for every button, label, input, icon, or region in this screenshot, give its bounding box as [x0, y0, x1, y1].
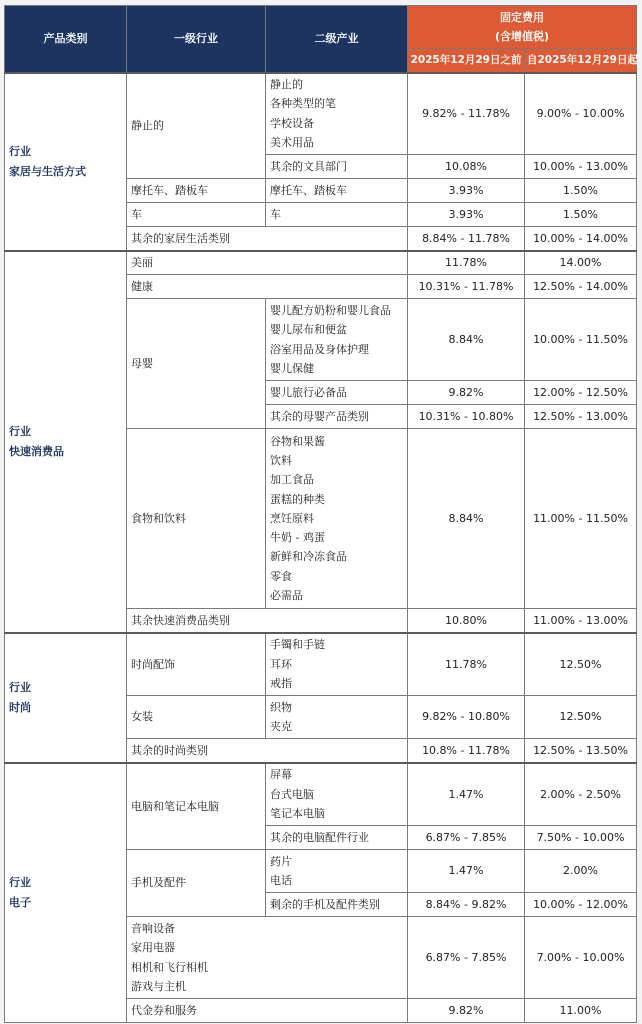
- table-row: [5, 633, 637, 696]
- category-fmcg: [5, 251, 127, 633]
- fee-after: 12.00% - 12.50%: [525, 381, 637, 405]
- list-item: 新鲜和冷冻食品: [270, 550, 347, 564]
- list-item: 学校设备: [270, 116, 314, 130]
- fee-after: 9.00% - 10.00%: [525, 73, 637, 155]
- level2-list: [266, 299, 408, 381]
- list-item: 谷物和果酱: [270, 434, 325, 448]
- category-electronics: [5, 763, 127, 1023]
- header-fixed-fee: [408, 6, 637, 49]
- list-item: 行业: [9, 876, 31, 890]
- fee-after: 14.00%: [525, 251, 637, 275]
- level1-cell: 食物和饮料: [127, 429, 266, 609]
- level1-cell: 美丽: [127, 251, 408, 275]
- fee-after: 1.50%: [525, 203, 637, 227]
- header-level1: 一级行业: [127, 6, 266, 73]
- fee-before: 1.47%: [408, 763, 525, 826]
- list-item: 手镯和手链: [270, 638, 325, 652]
- fee-before: 3.93%: [408, 203, 525, 227]
- level2-cell: 婴儿旅行必备品: [266, 381, 408, 405]
- level2-cell: 剩余的手机及配件类别: [266, 893, 408, 917]
- fee-after: 7.00% - 10.00%: [525, 917, 637, 999]
- list-item: 加工食品: [270, 473, 314, 487]
- fee-before: 1.47%: [408, 850, 525, 893]
- list-item: 音响设备: [131, 921, 175, 935]
- fee-before: 10.31% - 10.80%: [408, 405, 525, 429]
- fee-before: 6.87% - 7.85%: [408, 917, 525, 999]
- level1-cell: 母婴: [127, 299, 266, 429]
- fee-after: 10.00% - 11.50%: [525, 299, 637, 381]
- list-item: 耳环: [270, 657, 292, 671]
- list-item: 零食: [270, 569, 292, 583]
- list-item: 蛋糕的种类: [270, 492, 325, 506]
- level1-cell: 手机及配件: [127, 850, 266, 917]
- header-product-category: 产品类别: [5, 6, 127, 73]
- list-item: 各种类型的笔: [270, 97, 336, 111]
- list-item: 行业: [9, 425, 31, 439]
- fixed-fee-note: (含增值税): [494, 30, 550, 43]
- fee-before: 8.84%: [408, 299, 525, 381]
- level2-list: [266, 763, 408, 826]
- fee-before: 9.82%: [408, 381, 525, 405]
- fee-after: 2.00% - 2.50%: [525, 763, 637, 826]
- list-item: 婴儿配方奶粉和婴儿食品: [270, 303, 391, 317]
- level1-cell: 车: [127, 203, 266, 227]
- list-item: 烹饪原料: [270, 511, 314, 525]
- list-item: 织物: [270, 700, 292, 714]
- fee-before: 3.93%: [408, 179, 525, 203]
- list-item: 家居与生活方式: [9, 164, 86, 178]
- level2-cell: 其余的母婴产品类别: [266, 405, 408, 429]
- list-item: 快速消费品: [9, 444, 64, 458]
- level2-list: [266, 850, 408, 893]
- list-item: 台式电脑: [270, 787, 314, 801]
- fee-after: 10.00% - 14.00%: [525, 227, 637, 251]
- list-item: 电子: [9, 895, 31, 909]
- fee-before: 9.82% - 10.80%: [408, 696, 525, 739]
- level1-cell: 女装: [127, 696, 266, 739]
- fee-after: 12.50% - 13.50%: [525, 739, 637, 763]
- list-item: 药片: [270, 854, 292, 868]
- list-item: 美术用品: [270, 136, 314, 150]
- fee-before: 6.87% - 7.85%: [408, 826, 525, 850]
- level1-cell: 摩托车、踏板车: [127, 179, 266, 203]
- list-item: 电话: [270, 874, 292, 887]
- fee-before: 9.82% - 11.78%: [408, 73, 525, 155]
- list-item: 牛奶 - 鸡蛋: [270, 531, 325, 545]
- list-item: 饮料: [270, 453, 292, 467]
- level2-cell: 其余的电脑配件行业: [266, 826, 408, 850]
- fee-after: 10.00% - 12.00%: [525, 893, 637, 917]
- fee-before: 10.8% - 11.78%: [408, 739, 525, 763]
- level1-list: [127, 917, 408, 999]
- list-item: 行业: [9, 145, 31, 159]
- level2-list: [266, 429, 408, 609]
- fee-after: 11.00% - 11.50%: [525, 429, 637, 609]
- level1-cell: 静止的: [127, 73, 266, 179]
- table-row: [5, 251, 637, 275]
- header-level2: 二级产业: [266, 6, 408, 73]
- level2-list: [266, 633, 408, 696]
- fee-after: 1.50%: [525, 179, 637, 203]
- fee-before: 9.82%: [408, 999, 525, 1023]
- category-home: [5, 73, 127, 251]
- level1-cell: 其余的家居生活类别: [127, 227, 408, 251]
- fee-before: 11.78%: [408, 633, 525, 696]
- fee-before: 10.31% - 11.78%: [408, 275, 525, 299]
- level1-cell: 其余的时尚类别: [127, 739, 408, 763]
- list-item: 戒指: [270, 676, 292, 690]
- level1-cell: 时尚配饰: [127, 633, 266, 696]
- level2-cell: 车: [266, 203, 408, 227]
- level2-cell: 其余的文具部门: [266, 155, 408, 179]
- fee-after: 11.00% - 13.00%: [525, 609, 637, 633]
- list-item: 游戏与主机: [131, 979, 186, 993]
- list-item: 静止的: [270, 78, 303, 92]
- fee-after: 12.50%: [525, 633, 637, 696]
- fee-after: 7.50% - 10.00%: [525, 826, 637, 850]
- fee-before: 8.84%: [408, 429, 525, 609]
- fee-before: 8.84% - 11.78%: [408, 227, 525, 251]
- fee-before: 8.84% - 9.82%: [408, 893, 525, 917]
- header-after-date: 自2025年12月29日起: [525, 49, 637, 73]
- fee-before: 10.08%: [408, 155, 525, 179]
- fee-before: 10.80%: [408, 609, 525, 633]
- list-item: 婴儿保健: [270, 361, 314, 375]
- level1-cell: 健康: [127, 275, 408, 299]
- fee-after: 2.00%: [525, 850, 637, 893]
- fee-after: 12.50% - 13.00%: [525, 405, 637, 429]
- level1-cell: 电脑和笔记本电脑: [127, 763, 266, 850]
- list-item: 必需品: [270, 589, 303, 603]
- list-item: 屏幕: [270, 768, 292, 782]
- level2-list: [266, 696, 408, 739]
- list-item: 相机和飞行相机: [131, 960, 208, 974]
- table-row: [5, 73, 637, 155]
- list-item: 笔记本电脑: [270, 806, 325, 820]
- fee-after: 12.50%: [525, 696, 637, 739]
- level1-cell: 其余快速消费品类别: [127, 609, 408, 633]
- fee-before: 11.78%: [408, 251, 525, 275]
- list-item: 夹克: [270, 720, 292, 733]
- fixed-fee-title: 固定费用: [500, 10, 544, 24]
- fee-table: [4, 5, 637, 1023]
- category-fashion: [5, 633, 127, 763]
- list-item: 浴室用品及身体护理: [270, 342, 369, 356]
- list-item: 行业: [9, 681, 31, 695]
- fee-after: 12.50% - 14.00%: [525, 275, 637, 299]
- list-item: 婴儿尿布和便盆: [270, 323, 347, 337]
- level1-cell: 代金券和服务: [127, 999, 408, 1023]
- level2-cell: 摩托车、踏板车: [266, 179, 408, 203]
- header-before-date: 2025年12月29日之前: [408, 49, 525, 73]
- fee-after: 10.00% - 13.00%: [525, 155, 637, 179]
- level2-list: [266, 73, 408, 155]
- list-item: 家用电器: [131, 941, 175, 955]
- list-item: 时尚: [9, 700, 31, 714]
- fee-after: 11.00%: [525, 999, 637, 1023]
- table-row: [5, 763, 637, 826]
